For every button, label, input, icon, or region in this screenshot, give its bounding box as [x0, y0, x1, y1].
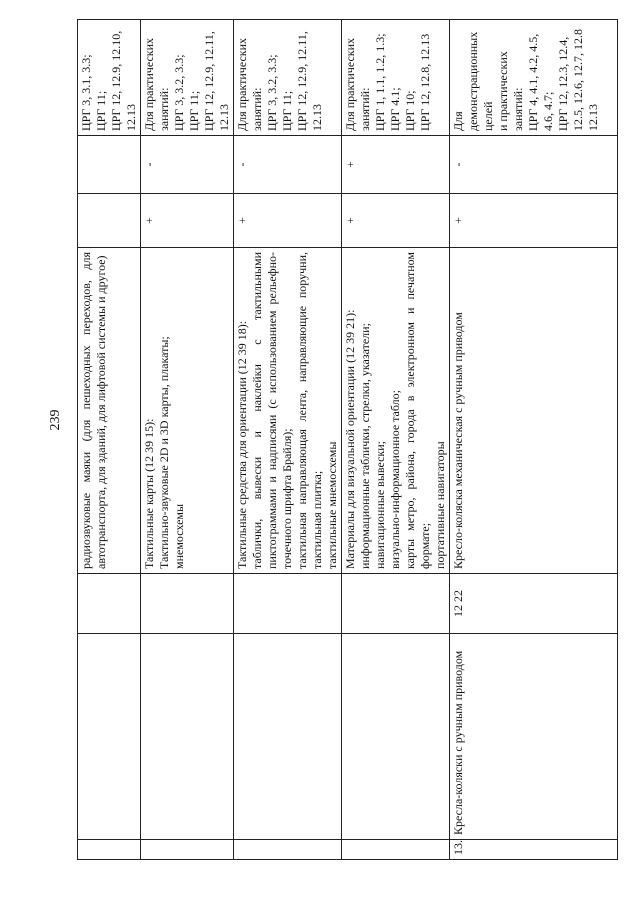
item-notes: Для демонстрационных целей и практических занятий: ЦРГ 4, 4.1, 4.2, 4.5, 4.6, 4.7; ЦРГ 12, 12.3, 12.4, 12.5, 12.6, 12.7, 12.8 12.13 [450, 20, 618, 136]
item-name [78, 634, 141, 840]
mark-column-1: + [342, 194, 450, 248]
rotated-page-content [77, 20, 600, 860]
row-number [342, 840, 450, 860]
row-number [78, 840, 141, 860]
row-number [141, 840, 234, 860]
item-code [78, 574, 141, 634]
mark-column-1 [78, 194, 141, 248]
mark-column-1: + [141, 194, 234, 248]
item-notes: Для практических занятий: ЦРГ 3, 3.2, 3.3; ЦРГ 11; ЦРГ 12, 12.9, 12.11, 12.13 [141, 20, 234, 136]
mark-column-2: - [450, 136, 618, 194]
item-name [141, 634, 234, 840]
mark-column-2: - [141, 136, 234, 194]
equipment-table [77, 19, 618, 860]
item-name [342, 634, 450, 840]
table-row [450, 20, 618, 860]
row-number [234, 840, 342, 860]
table-row [234, 20, 342, 860]
table-row [342, 20, 450, 860]
mark-column-2: + [342, 136, 450, 194]
item-code: 12 22 [450, 574, 618, 634]
table-row [141, 20, 234, 860]
item-name [234, 634, 342, 840]
item-description: радиозвуковые маяки (для пешеходных переходов, для автотранспорта, для зданий, для лифтовой системы и другое) [78, 248, 141, 574]
mark-column-2: - [234, 136, 342, 194]
item-description: Тактильные карты (12 39 15): Тактильно-звуковые 2D и 3D карты, плакаты; мнемосхемы [141, 248, 234, 574]
mark-column-1: + [450, 194, 618, 248]
item-description: Кресло-коляска механическая с ручным приводом [450, 248, 618, 574]
row-number: 13. [450, 840, 618, 860]
item-description: Тактильные средства для ориентации (12 39 18): таблички, вывески и наклейки с тактильными пиктограммами и надписями (с использованием рельефно-точечного шрифта Брайля); тактильная направляющая лента, направляющие поручни, тактильная плитка; тактильные мнемосхемы [234, 248, 342, 574]
item-code [234, 574, 342, 634]
page-number: 239 [48, 409, 63, 431]
item-description: Материалы для визуальной ориентации (12 39 21): информационные таблички, стрелки, указатели; навигационные вывески; визуально-информационное табло; карты метро, района, города в электронном и печатном формате; портативные навигаторы [342, 248, 450, 574]
table-row [78, 20, 141, 860]
item-notes: Для практических занятий: ЦРГ 1, 1.1, 1.2, 1.3; ЦРГ 4.1; ЦРГ 10; ЦРГ 12, 12.8, 12.13 [342, 20, 450, 136]
mark-column-1: + [234, 194, 342, 248]
item-code [342, 574, 450, 634]
item-notes: ЦРГ 3, 3.1, 3.3; ЦРГ 11; ЦРГ 12, 12.9, 12.10, 12.13 [78, 20, 141, 136]
mark-column-2 [78, 136, 141, 194]
item-notes: Для практических занятий: ЦРГ 3, 3.2, 3.3; ЦРГ 11; ЦРГ 12, 12.9, 12.11, 12.13 [234, 20, 342, 136]
item-name: Кресла-коляски с ручным приводом [450, 634, 618, 840]
item-code [141, 574, 234, 634]
